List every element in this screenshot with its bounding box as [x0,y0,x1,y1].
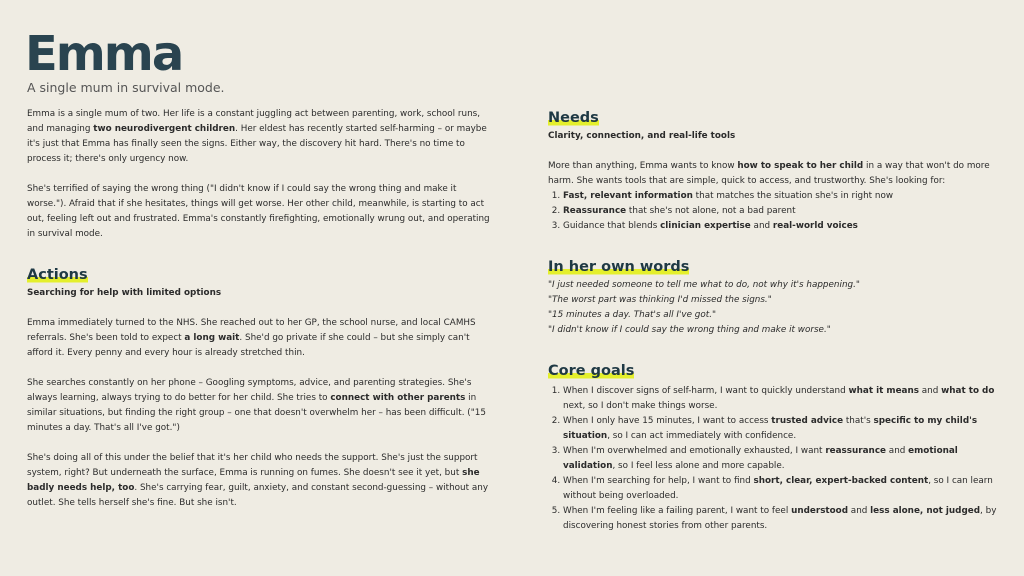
text-run: When I only have 15 minutes, I want to access [563,416,772,426]
actions-paragraph-2 [27,376,492,436]
quote-1: "I just needed someone to tell me what to do, not why it's happening." [548,280,860,290]
list-item [563,189,1008,204]
text-run: Emma immediately turned to the NHS. She reached out to her GP, the school nurse, and local CAMHS referrals. She's been told to expect [27,318,476,343]
text-run: that's [843,416,874,426]
text-run: , so I can act immediately with confidence. [607,431,797,441]
actions-heading: Actions [27,267,88,283]
text-run: and [918,386,942,396]
goals-list [548,384,1008,534]
list-item [563,219,1008,234]
text-run: When I discover signs of self-harm, I want to quickly understand [563,386,849,396]
bold-text: trusted advice [771,416,844,426]
bold-text: understood [791,506,849,516]
text-run: When I'm searching for help, I want to find [563,476,754,486]
quote-3: "15 minutes a day. That's all I've got." [548,310,717,320]
right-column [548,107,1008,534]
text-run: and [886,446,909,456]
goals-heading: Core goals [548,363,635,379]
page-subtitle: A single mum in survival mode. [27,80,225,95]
text-run: . She'd go private if she could – but she simply can't afford it. Every penny and every hour is already stretched thin. [27,333,470,358]
bold-text: specific to my child's situation [563,416,978,441]
intro-paragraph-2 [27,182,492,242]
bold-text: Reassurance [563,206,627,216]
list-item [563,474,1008,504]
text-run: When I'm feeling like a failing parent, I want to feel [563,506,792,516]
quote-2: "The worst part was thinking I'd missed the signs." [548,295,772,305]
text-run: in a way that won't do more harm. She wants tools that are simple, quick to access, and trustworthy. She's looking for: [548,161,990,186]
needs-list [548,189,1008,234]
text-run: , so I can learn without being overloaded. [563,476,993,501]
intro-paragraph-1 [27,107,492,167]
text-run: . She's carrying fear, guilt, anxiety, and constant second-guessing – without any outlet. She tells herself she's fine. But she isn't. [27,483,489,508]
text-run: , so I feel less alone and more capable. [612,461,785,471]
bold-text: reassurance [825,446,887,456]
bold-text: a long wait [184,333,240,343]
list-item [563,504,1008,534]
actions-subheading: Searching for help with limited options [27,288,222,298]
page-title: Emma [25,26,183,82]
bold-text: what to do [941,386,995,396]
bold-text: how to speak to her child [737,161,864,171]
text-run: that matches the situation she's in right now [692,191,894,201]
list-item [563,414,1008,444]
needs-subheading: Clarity, connection, and real-life tools [548,131,736,141]
list-item [563,384,1008,414]
text-run: When I'm overwhelmed and emotionally exhausted, I want [563,446,826,456]
bold-text: Fast, relevant information [563,191,693,201]
needs-paragraph [548,159,1008,189]
text-run: More than anything, Emma wants to know [548,161,738,171]
bold-text: two neurodivergent children [93,124,236,134]
bold-text: clinician expertise [660,221,751,231]
quote-4: "I didn't know if I could say the wrong thing and make it worse." [548,325,831,335]
left-column [27,107,492,511]
bold-text: connect with other parents [330,393,466,403]
list-item [563,444,1008,474]
bold-text: less alone, not judged [870,506,981,516]
text-run: She's terrified of saying the wrong thing ("I didn't know if I could say the wrong thing and make it worse."). Afraid that if she hesitates, things will get worse. Her other child, meanwhile, is starting to act out, feeling left out and frustrated. Emma's constantly firefighting, emotionally wrung out, and operating in survival mode. [27,184,490,239]
text-run: , by discovering honest stories from other parents. [563,506,997,531]
list-item [563,204,1008,219]
bold-text: real-world voices [772,221,858,231]
text-run: She's doing all of this under the belief that it's her child who needs the support. She's just the support system, right? But underneath the surface, Emma is running on fumes. She doesn't see it yet, but [27,453,478,478]
text-run: and [848,506,871,516]
bold-text: short, clear, expert-backed content [753,476,929,486]
text-run: Guidance that blends [563,221,661,231]
bold-text: she badly needs help, too [27,468,480,493]
actions-paragraph-3 [27,451,492,511]
bold-text: emotional validation [563,446,958,471]
text-run: . Her eldest has recently started self-harming – or maybe it's just that Emma has finally seen the signs. Either way, the discovery hit hard. There's no time to process it; there's only urgency now. [27,124,487,164]
text-run: that she's not alone, not a bad parent [626,206,796,216]
text-run: and [750,221,773,231]
text-run: next, so I don't make things worse. [563,401,718,411]
text-run: Emma is a single mum of two. Her life is a constant juggling act between parenting, work, school runs, and managing [27,109,481,134]
text-run: She searches constantly on her phone – Googling symptoms, advice, and parenting strategies. She's always learning, always trying to do better for her child. She tries to [27,378,472,403]
bold-text: what it means [848,386,919,396]
needs-heading: Needs [548,110,599,126]
actions-paragraph-1 [27,316,492,361]
text-run: in similar situations, but finding the right group – one that doesn't overwhelm her – has been difficult. ("15 minutes a day. That's all I've got.") [27,393,486,433]
words-heading: In her own words [548,259,690,275]
